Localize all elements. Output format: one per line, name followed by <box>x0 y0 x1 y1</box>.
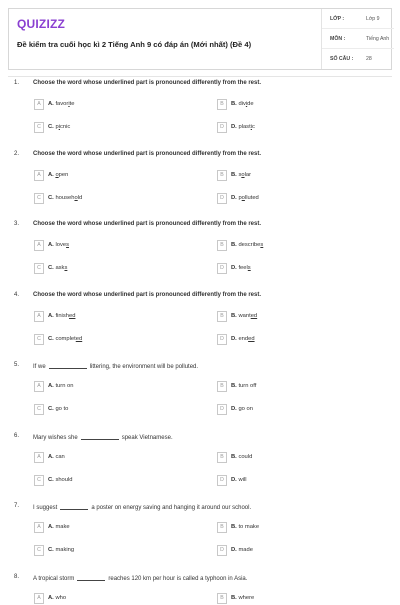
option-word-start: end <box>238 335 249 342</box>
option-text <box>231 454 252 460</box>
option-underlined-part: s <box>64 265 68 271</box>
option-word-end: cnic <box>59 124 71 130</box>
option-text <box>231 313 257 319</box>
option-text <box>48 383 74 389</box>
option-word-start: feel <box>238 265 248 271</box>
question-text-before: Mary wishes she <box>33 434 78 441</box>
option-key: A. <box>48 242 54 248</box>
option-key: C. <box>48 547 54 553</box>
option-text <box>231 172 251 178</box>
meta-box <box>321 9 393 69</box>
question-text-after: speak Vietnamese. <box>121 434 173 441</box>
question-number: 4. <box>14 291 20 298</box>
option-word-start: plast <box>238 124 251 130</box>
option-text <box>231 547 253 553</box>
option-key: C. <box>48 194 54 201</box>
option-key: A. <box>48 524 54 530</box>
option-letter-box[interactable]: D <box>217 193 227 204</box>
option-underlined-part: ed <box>250 312 258 319</box>
question-text-after: a poster on energy saving and hanging it around our school. <box>91 505 252 511</box>
option-key: D. <box>231 124 237 130</box>
option-text <box>231 524 259 530</box>
option-key: B. <box>231 383 237 389</box>
option-text <box>231 195 259 201</box>
option-underlined-part: i <box>250 124 252 130</box>
option-letter-box[interactable]: C <box>34 475 44 486</box>
option-key: A. <box>48 101 54 107</box>
option-word-start: made <box>238 547 253 553</box>
option-key: B. <box>231 594 237 601</box>
option-letter-box[interactable]: A <box>34 240 44 251</box>
meta-value: Tiếng Anh <box>366 36 390 42</box>
option-key: D. <box>231 476 237 483</box>
option-text <box>231 406 253 412</box>
question-number: 1. <box>14 80 20 86</box>
option-key: C. <box>48 406 54 412</box>
option-text <box>231 265 251 271</box>
option-key: C. <box>48 265 54 271</box>
option-text <box>48 406 68 412</box>
option-word-start: househ <box>55 194 75 201</box>
option-word-end: de <box>247 101 254 107</box>
answer-blank <box>49 362 87 369</box>
worksheet-title: Đề kiểm tra cuối học kì 2 Tiếng Anh 9 có đáp án (Mới nhất) (Đề 4) <box>17 40 252 49</box>
option-underlined-part: o <box>55 171 59 178</box>
option-text <box>48 524 70 530</box>
option-word-start: will <box>238 476 247 483</box>
option-letter-box[interactable]: D <box>217 404 227 415</box>
option-word-start: turn off <box>238 383 257 389</box>
option-word-start: favor <box>55 101 69 107</box>
option-word-start: turn on <box>55 383 74 389</box>
option-letter-box[interactable]: D <box>217 545 227 556</box>
option-text <box>48 547 74 553</box>
option-underlined-part: o <box>241 194 245 201</box>
option-letter-box[interactable]: D <box>217 122 227 133</box>
option-word-start: can <box>55 453 65 460</box>
meta-row-count <box>322 49 394 69</box>
option-key: D. <box>231 547 237 553</box>
option-key: A. <box>48 383 54 389</box>
meta-row-subject <box>322 29 394 49</box>
option-key: C. <box>48 335 54 342</box>
option-letter-box[interactable]: A <box>34 311 44 322</box>
option-word-start: complet <box>55 335 76 342</box>
quizizz-logo[interactable]: QUIZIZZ <box>17 17 66 31</box>
option-underlined-part: s <box>260 242 264 248</box>
option-text <box>48 265 67 271</box>
option-letter-box[interactable]: B <box>217 381 227 392</box>
option-underlined-part: s <box>247 265 251 271</box>
option-word-start: go to <box>55 406 69 412</box>
option-key: A. <box>48 312 54 319</box>
option-underlined-part: s <box>66 242 69 248</box>
option-letter-box[interactable]: D <box>217 475 227 486</box>
option-text <box>48 172 68 178</box>
option-word-start: describe <box>238 242 261 248</box>
meta-label: LỚP : <box>330 16 345 22</box>
question-text <box>33 151 383 157</box>
option-letter-box[interactable]: C <box>34 193 44 204</box>
option-key: B. <box>231 242 237 248</box>
option-text <box>231 101 254 107</box>
question-text <box>33 292 383 298</box>
question-number: 5. <box>14 362 20 368</box>
option-key: B. <box>231 524 237 530</box>
option-word-start: p <box>55 124 59 130</box>
option-text <box>48 336 82 342</box>
option-underlined-part: i <box>68 101 70 107</box>
option-letter-box[interactable]: B <box>217 311 227 322</box>
question-text-before: If we <box>33 364 46 370</box>
option-key: D. <box>231 406 237 412</box>
question-number: 3. <box>14 221 20 227</box>
option-key: B. <box>231 101 237 107</box>
option-word-start: want <box>238 312 251 319</box>
option-underlined-part: i <box>245 101 248 107</box>
option-word-start: finish <box>55 312 69 319</box>
option-word-start: ask <box>55 265 65 271</box>
option-letter-box[interactable]: C <box>34 545 44 556</box>
option-word-start: p <box>238 194 242 201</box>
question-text <box>33 221 383 227</box>
option-word-end: lar <box>244 171 252 178</box>
question-text-after: littering, the environment will be polluted. <box>89 364 199 370</box>
option-letter-box[interactable]: A <box>34 522 44 533</box>
option-word-end: pen <box>58 171 69 178</box>
option-letter-box[interactable]: A <box>34 99 44 110</box>
option-letter-box[interactable]: D <box>217 263 227 274</box>
question-number: 6. <box>14 432 20 439</box>
option-key: B. <box>231 171 237 178</box>
option-underlined-part: ed <box>68 312 76 319</box>
answer-blank <box>60 503 88 510</box>
option-key: A. <box>48 453 54 460</box>
option-text <box>231 383 256 389</box>
question-text <box>33 574 383 582</box>
option-key: D. <box>231 265 237 271</box>
question-text-before: Choose the word whose underlined part is pronounced differently from the rest. <box>33 80 262 86</box>
option-underlined-part: i <box>58 124 60 130</box>
answer-blank <box>77 574 105 581</box>
question-text <box>33 433 383 441</box>
option-underlined-part: ed <box>75 335 83 342</box>
meta-row-class <box>322 9 394 29</box>
question-text <box>33 503 383 511</box>
option-text <box>48 454 65 460</box>
option-word-start: go on <box>238 406 253 412</box>
option-underlined-part: ed <box>248 335 255 342</box>
option-text <box>48 477 73 483</box>
worksheet-header <box>8 8 392 70</box>
option-text <box>48 313 75 319</box>
meta-label: SỐ CÂU : <box>330 56 354 62</box>
question-text-before: I suggest <box>33 505 58 511</box>
option-letter-box[interactable]: C <box>34 404 44 415</box>
answer-blank <box>81 433 119 440</box>
option-word-start: s <box>238 171 242 178</box>
option-text <box>231 242 263 248</box>
option-letter-box[interactable]: B <box>217 240 227 251</box>
option-word-end: c <box>251 124 255 130</box>
option-letter-box[interactable]: A <box>34 452 44 463</box>
option-key: B. <box>231 453 237 460</box>
option-key: B. <box>231 312 237 319</box>
option-word-start: to make <box>238 524 260 530</box>
question-text-after: reaches 120 km per hour is called a typhoon in Asia. <box>108 575 248 582</box>
option-word-start: should <box>55 476 73 483</box>
option-word-start: make <box>55 524 70 530</box>
option-text <box>48 101 74 107</box>
question-text-before: Choose the word whose underlined part is pronounced differently from the rest. <box>33 291 262 298</box>
option-letter-box[interactable]: C <box>34 263 44 274</box>
option-text <box>231 124 255 130</box>
question-number: 2. <box>14 150 20 157</box>
question-number: 7. <box>14 503 20 509</box>
question-text-before: Choose the word whose underlined part is pronounced differently from the rest. <box>33 221 262 227</box>
option-letter-box[interactable]: B <box>217 593 227 604</box>
option-letter-box[interactable]: D <box>217 334 227 345</box>
option-underlined-part: o <box>241 171 245 178</box>
option-key: A. <box>48 594 54 601</box>
option-letter-box[interactable]: C <box>34 334 44 345</box>
question-text-before: A tropical storm <box>33 575 75 582</box>
option-text <box>231 477 247 483</box>
option-word-start: div <box>238 101 246 107</box>
option-text <box>48 195 82 201</box>
option-letter-box[interactable]: B <box>217 522 227 533</box>
meta-value: 28 <box>366 56 372 62</box>
header-divider <box>8 76 392 77</box>
option-word-end: lluted <box>244 194 259 201</box>
meta-value: Lớp 9 <box>366 16 380 22</box>
question-number: 8. <box>14 573 20 580</box>
option-underlined-part: o <box>74 194 78 201</box>
option-letter-box[interactable]: C <box>34 122 44 133</box>
option-text <box>48 242 69 248</box>
option-letter-box[interactable]: A <box>34 170 44 181</box>
option-word-start: who <box>55 594 67 601</box>
option-key: C. <box>48 476 54 483</box>
option-text <box>48 124 70 130</box>
option-word-end: te <box>69 101 75 107</box>
option-letter-box[interactable]: B <box>217 99 227 110</box>
option-key: D. <box>231 335 237 342</box>
option-word-start: could <box>238 453 253 460</box>
option-text <box>231 336 255 342</box>
option-key: D. <box>231 194 237 201</box>
option-key: A. <box>48 171 54 178</box>
option-word-start: where <box>238 594 255 601</box>
option-letter-box[interactable]: A <box>34 593 44 604</box>
option-word-start: making <box>55 547 75 553</box>
question-text <box>33 80 383 86</box>
option-letter-box[interactable]: B <box>217 452 227 463</box>
meta-label: MÔN : <box>330 36 346 42</box>
option-letter-box[interactable]: A <box>34 381 44 392</box>
option-word-start: love <box>55 242 67 248</box>
option-word-end: ld <box>77 194 83 201</box>
option-letter-box[interactable]: B <box>217 170 227 181</box>
question-text <box>33 362 383 370</box>
question-text-before: Choose the word whose underlined part is pronounced differently from the rest. <box>33 150 262 157</box>
option-key: C. <box>48 124 54 130</box>
